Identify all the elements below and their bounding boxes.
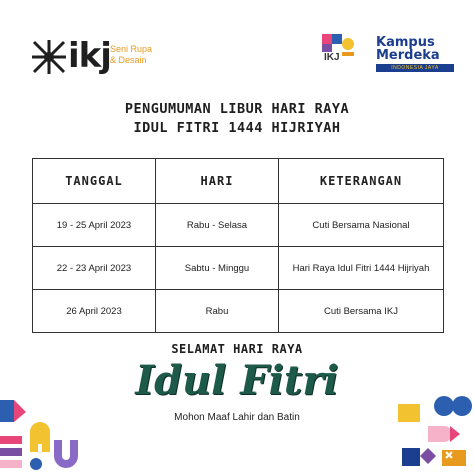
title-line1: PENGUMUMAN LIBUR HARI RAYA — [124, 101, 350, 117]
kampus-merdeka-logo — [376, 36, 456, 74]
km-line1: Kampus — [376, 35, 435, 50]
cell-date: 19 - 25 April 2023 — [33, 204, 156, 247]
small-logo-text: IKJ — [324, 52, 340, 63]
ikj-wordmark: ikj — [68, 36, 111, 76]
ikj-subtitle-line1: Seni Rupa — [110, 44, 153, 54]
cell-day: Sabtu - Minggu — [156, 247, 279, 290]
table-row — [33, 290, 444, 333]
cell-note: Hari Raya Idul Fitri 1444 Hijriyah — [279, 247, 444, 290]
greeting-calligraphy: Idul Fitri — [135, 357, 339, 404]
cell-note: Cuti Bersama IKJ — [279, 290, 444, 333]
table-row — [33, 204, 444, 247]
cell-date: 26 April 2023 — [33, 290, 156, 333]
greeting-heading: SELAMAT HARI RAYA — [171, 342, 303, 356]
holiday-table — [32, 158, 444, 333]
cell-note: Cuti Bersama Nasional — [279, 204, 444, 247]
km-line2: Merdeka — [376, 48, 440, 63]
announcement-title — [0, 100, 474, 138]
header-tanggal: TANGGAL — [33, 159, 156, 204]
ikj-subtitle-line2: & Desain — [110, 55, 147, 65]
decorative-shapes-right-icon — [384, 392, 474, 473]
ikj-color-logo — [318, 32, 358, 74]
ikj-emblem-icon — [30, 38, 68, 76]
km-tagline: INDONESIA JAYA — [376, 64, 454, 72]
table-header-row — [33, 159, 444, 204]
title-line2: IDUL FITRI 1444 HIJRIYAH — [133, 120, 341, 136]
greeting-subtitle: Mohon Maaf Lahir dan Batin — [174, 412, 300, 423]
cell-date: 22 - 23 April 2023 — [33, 247, 156, 290]
header-keterangan: KETERANGAN — [279, 159, 444, 204]
ikj-subtitle — [110, 44, 152, 66]
ikj-logo — [30, 38, 170, 78]
decorative-shapes-left-icon — [0, 392, 90, 473]
header-hari: HARI — [156, 159, 279, 204]
table-row — [33, 247, 444, 290]
cell-day: Rabu - Selasa — [156, 204, 279, 247]
cell-day: Rabu — [156, 290, 279, 333]
